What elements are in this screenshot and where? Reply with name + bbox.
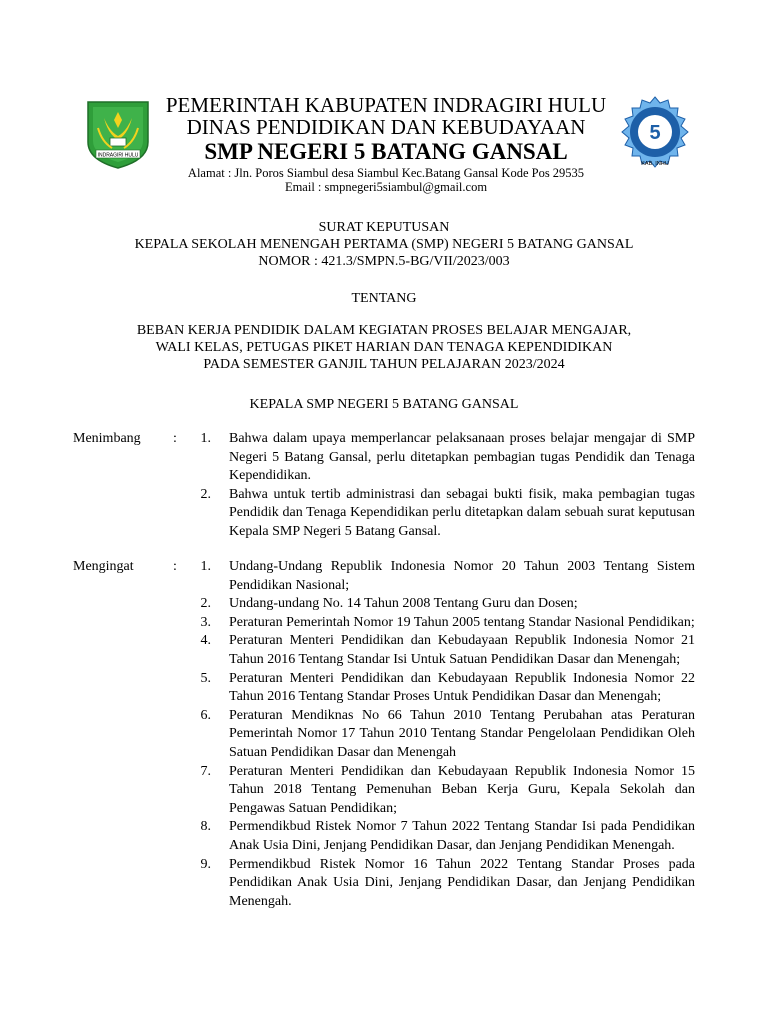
- list-item: 1. Undang-Undang Republik Indonesia Nomor 20 Tahun 2003 Tentang Sistem Pendidikan Nasional;: [200, 559, 695, 593]
- list-item: 2. Undang-undang No. 14 Tahun 2008 Tentang Guru dan Dosen;: [200, 596, 578, 612]
- government-name: PEMERINTAH KABUPATEN INDRAGIRI HULU: [165, 93, 607, 117]
- letterhead: [160, 94, 612, 194]
- right-logo-text: KAB. INHU: [641, 161, 669, 167]
- department-name: DINAS PENDIDIKAN DAN KEBUDAYAAN: [186, 115, 586, 139]
- indragiri-hulu-emblem-icon: [84, 98, 152, 170]
- school-email: Email : smpnegeri5siambul@gmail.com: [284, 180, 488, 194]
- decree-issuer-full: KEPALA SEKOLAH MENENGAH PERTAMA (SMP) NEGERI 5 BATANG GANSAL: [134, 237, 634, 252]
- decree-title: SURAT KEPUTUSAN: [318, 220, 450, 235]
- decree-subject: [60, 322, 708, 373]
- school-emblem-icon: [618, 95, 692, 169]
- decree-heading: [60, 219, 708, 270]
- list-item: 4. Peraturan Menteri Pendidikan dan Kebudayaan Republik Indonesia Nomor 21 Tahun 2016 Tentang Standar Isi Untuk Satuan Pendidikan Dasar dan Menengah;: [200, 633, 695, 667]
- subject-line-2: WALI KELAS, PETUGAS PIKET HARIAN DAN TENAGA KEPENDIDIKAN: [155, 340, 613, 355]
- list-item: 8. Permendikbud Ristek Nomor 7 Tahun 2022 Tentang Standar Isi pada Pendidikan Anak Usia Dini, Jenjang Pendidikan Dasar, dan Jenjang Pendidikan Menengah.: [200, 819, 695, 853]
- menimbang-list: [197, 430, 695, 542]
- decree-issuer: KEPALA SMP NEGERI 5 BATANG GANSAL: [249, 397, 519, 412]
- list-item: 9. Permendikbud Ristek Nomor 16 Tahun 2022 Tentang Standar Proses pada Pendidikan Anak Usia Dini, Jenjang Pendidikan Dasar, dan Jenjang Pendidikan Menengah.: [200, 856, 695, 909]
- decree-number: NOMOR : 421.3/SMPN.5-BG/VII/2023/003: [258, 254, 510, 269]
- list-item: 6. Peraturan Mendiknas No 66 Tahun 2010 Tentang Perubahan atas Peraturan Pemerintah Nomor 17 Tahun 2010 Tentang Standar Pengelolaan Pendidikan Oleh Satuan Pendidikan Dasar dan Menengah: [200, 707, 695, 760]
- school-address: Alamat : Jln. Poros Siambul desa Siambul Kec.Batang Gansal Kode Pos 29535: [187, 166, 585, 180]
- mengingat-label: Mengingat: [73, 559, 134, 574]
- list-item: 7. Peraturan Menteri Pendidikan dan Kebudayaan Republik Indonesia Nomor 15 Tahun 2018 Tentang Pemenuhan Beban Kerja Guru, Kepala Sekolah dan Pengawas Satuan Pendidikan;: [200, 763, 695, 816]
- list-item: 3. Peraturan Pemerintah Nomor 19 Tahun 2005 tentang Standar Nasional Pendidikan;: [200, 614, 695, 630]
- menimbang-label: Menimbang: [73, 431, 141, 446]
- subject-line-1: BEBAN KERJA PENDIDIK DALAM KEGIATAN PROSES BELAJAR MENGAJAR,: [136, 323, 632, 338]
- mengingat-colon: :: [173, 559, 177, 574]
- menimbang-colon: :: [173, 431, 177, 446]
- list-item: 5. Peraturan Menteri Pendidikan dan Kebudayaan Republik Indonesia Nomor 22 Tahun 2016 Tentang Standar Proses Untuk Pendidikan Dasar dan Menengah;: [200, 670, 695, 705]
- list-item: 1. Bahwa dalam upaya memperlancar pelaksanaan proses belajar mengajar di SMP Negeri 5 Batang Gansal, perlu ditetapkan pembagian tugas Pendidik dan Tenaga Kependidikan.: [200, 431, 695, 484]
- left-logo-text: INDRAGIRI HULU: [97, 152, 139, 159]
- right-logo-number: 5: [649, 122, 661, 144]
- subject-line-3: PADA SEMESTER GANJIL TAHUN PELAJARAN 2023/2024: [203, 357, 565, 372]
- tentang-label: TENTANG: [351, 291, 417, 306]
- mengingat-list: [197, 558, 695, 911]
- school-name: SMP NEGERI 5 BATANG GANSAL: [204, 139, 568, 164]
- list-item: 2. Bahwa untuk tertib administrasi dan sebagai bukti fisik, maka pembagian tugas Pendidik dan Tenaga Kependidikan perlu ditetapkan dalam sebuah surat keputusan Kepala SMP Negeri 5 Batang Gansal.: [200, 486, 695, 539]
